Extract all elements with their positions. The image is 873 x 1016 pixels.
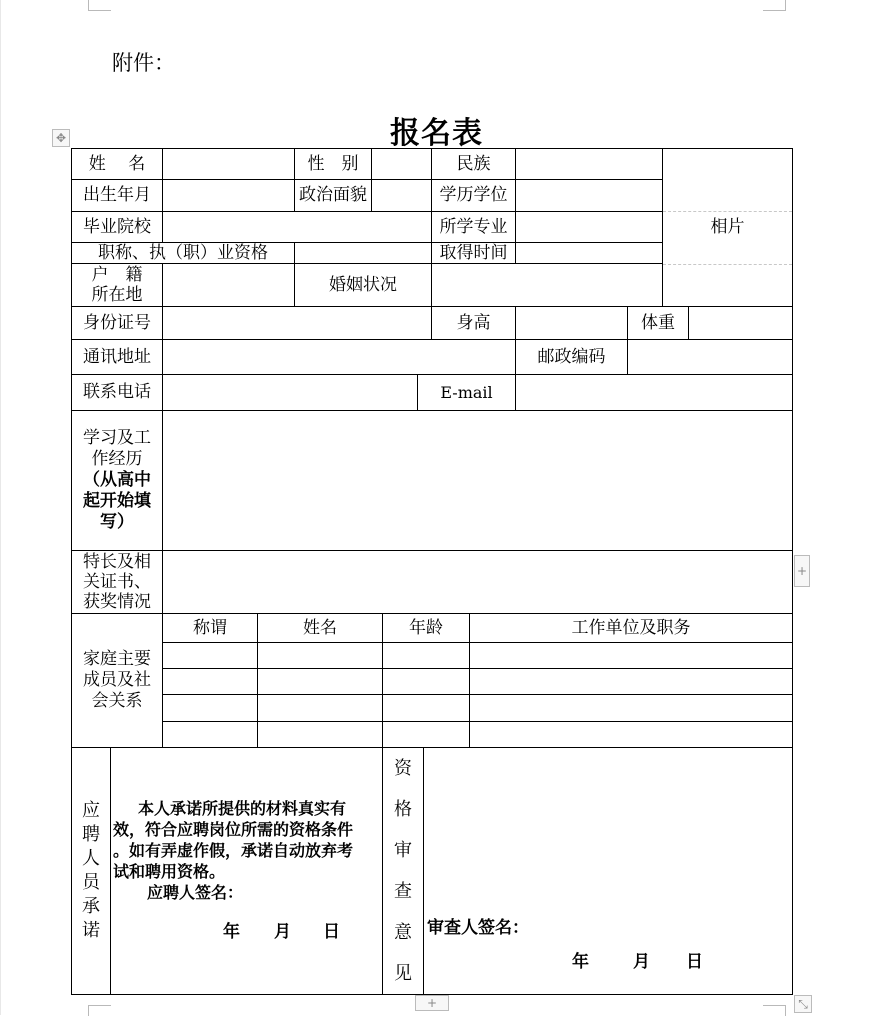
specialty-field[interactable]	[162, 550, 793, 614]
experience-note-line3: 写）	[100, 512, 134, 532]
family-cell[interactable]	[257, 668, 383, 695]
table-move-icon[interactable]: ✥	[52, 129, 70, 147]
major-label: 所学专业	[431, 211, 516, 243]
postcode-field[interactable]	[627, 339, 793, 375]
applicant-date-month: 月	[274, 922, 291, 942]
weight-label: 体重	[627, 306, 689, 340]
family-cell[interactable]	[162, 694, 258, 722]
email-field[interactable]	[515, 374, 793, 411]
postcode-label: 邮政编码	[515, 339, 628, 375]
phone-label: 联系电话	[71, 374, 163, 411]
page-corner-bottom-left	[88, 1005, 111, 1016]
id-field[interactable]	[162, 306, 432, 340]
family-cell[interactable]	[162, 721, 258, 748]
school-field[interactable]	[162, 211, 432, 243]
review-date	[572, 952, 703, 973]
add-column-icon[interactable]: +	[794, 555, 810, 587]
family-header-name: 姓名	[257, 613, 383, 643]
page-corner-top-right	[763, 0, 786, 11]
hukou-label	[71, 263, 163, 307]
family-header-employer: 工作单位及职务	[469, 613, 793, 643]
applicant-date	[223, 922, 340, 943]
hukou-label-line1: 户 籍	[91, 265, 143, 285]
photo-box[interactable]	[662, 148, 793, 307]
degree-field[interactable]	[515, 179, 663, 212]
birth-label: 出生年月	[71, 179, 163, 212]
family-cell[interactable]	[469, 668, 793, 695]
weight-field[interactable]	[688, 306, 793, 340]
page-corner-top-left	[88, 0, 111, 11]
political-label: 政治面貌	[294, 179, 372, 212]
birth-field[interactable]	[162, 179, 295, 212]
qualification-label: 职称、执（职）业资格	[71, 242, 295, 264]
review-char: 查	[394, 881, 412, 902]
family-label-line1: 家庭主要	[83, 649, 151, 669]
gender-field[interactable]	[371, 148, 432, 180]
family-cell[interactable]	[382, 642, 470, 669]
review-char: 意	[394, 922, 412, 943]
experience-note-line1: （从高中	[83, 470, 151, 490]
family-label-line2: 成员及社	[83, 670, 151, 690]
gender-label: 性 别	[294, 148, 372, 180]
commit-char: 承	[82, 896, 100, 917]
photo-label: 相片	[710, 217, 745, 237]
marital-field[interactable]	[431, 263, 663, 307]
family-cell[interactable]	[162, 642, 258, 669]
experience-label-line1: 学习及工	[83, 428, 151, 448]
review-char: 资	[394, 758, 412, 779]
photo-guide-bottom	[663, 264, 792, 265]
applicant-signature-label: 应聘人签名：	[147, 883, 244, 902]
commitment-statement-box[interactable]	[110, 747, 383, 995]
obtained-time-label: 取得时间	[431, 242, 516, 264]
review-date-year: 年	[572, 952, 589, 972]
qualification-field[interactable]	[294, 242, 432, 264]
marital-label: 婚姻状况	[294, 263, 432, 307]
review-char: 审	[394, 840, 412, 861]
commit-char: 应	[82, 800, 100, 821]
table-resize-icon[interactable]: ⤡	[794, 995, 812, 1013]
form-title: 报名表	[390, 116, 483, 151]
address-field[interactable]	[162, 339, 516, 375]
commitment-statement	[111, 798, 383, 903]
phone-field[interactable]	[162, 374, 418, 411]
height-label: 身高	[431, 306, 516, 340]
family-cell[interactable]	[257, 642, 383, 669]
specialty-label	[71, 550, 163, 614]
email-label: E-mail	[417, 374, 516, 411]
name-field[interactable]	[162, 148, 295, 180]
family-header-relation: 称谓	[162, 613, 258, 643]
attachment-label: 附件：	[112, 51, 175, 75]
major-field[interactable]	[515, 211, 663, 243]
degree-label: 学历学位	[431, 179, 516, 212]
commit-char: 聘	[82, 824, 100, 845]
ethnicity-field[interactable]	[515, 148, 663, 180]
political-field[interactable]	[371, 179, 432, 212]
obtained-time-field[interactable]	[515, 242, 663, 264]
review-char: 格	[394, 799, 412, 820]
experience-label-line2: 作经历	[91, 449, 143, 469]
commit-char: 诺	[82, 920, 100, 941]
review-date-month: 月	[633, 952, 650, 972]
hukou-label-line2: 所在地	[91, 285, 143, 305]
reviewer-signature-label: 审查人签名：	[427, 918, 529, 938]
id-label: 身份证号	[71, 306, 163, 340]
commit-line-1: 本人承诺所提供的材料真实有	[138, 799, 347, 818]
specialty-label-line2: 关证书、	[83, 572, 151, 592]
applicant-commitment-label	[71, 747, 111, 995]
name-label: 姓 名	[71, 148, 163, 180]
family-label	[71, 613, 163, 748]
family-cell[interactable]	[382, 694, 470, 722]
school-label: 毕业院校	[71, 211, 163, 243]
review-opinion-label	[382, 747, 424, 995]
review-opinion-box[interactable]	[423, 747, 793, 995]
family-cell[interactable]	[257, 694, 383, 722]
family-cell[interactable]	[469, 642, 793, 669]
page-edge	[0, 0, 1, 1015]
family-label-line3: 会关系	[91, 691, 143, 711]
experience-label	[71, 410, 163, 551]
address-label: 通讯地址	[71, 339, 163, 375]
add-row-icon[interactable]: +	[415, 995, 449, 1011]
family-cell[interactable]	[257, 721, 383, 748]
page-corner-bottom-right	[763, 1005, 786, 1016]
commit-line-4: 试和聘用资格。	[113, 862, 226, 881]
family-cell[interactable]	[162, 668, 258, 695]
family-header-age: 年龄	[382, 613, 470, 643]
photo-guide-top	[663, 211, 792, 212]
specialty-label-line3: 获奖情况	[83, 592, 151, 612]
family-cell[interactable]	[382, 721, 470, 748]
applicant-date-day: 日	[323, 922, 340, 942]
family-cell[interactable]	[382, 668, 470, 695]
commit-line-3: 。如有弄虚作假，承诺自动放弃考	[113, 841, 354, 860]
commit-char: 人	[82, 848, 100, 869]
applicant-date-year: 年	[223, 922, 240, 942]
review-char: 见	[394, 963, 412, 984]
review-date-day: 日	[686, 952, 703, 972]
hukou-field[interactable]	[162, 263, 295, 307]
commit-line-2: 效，符合应聘岗位所需的资格条件	[113, 820, 354, 839]
experience-note-line2: 起开始填	[83, 491, 151, 511]
height-field[interactable]	[515, 306, 628, 340]
specialty-label-line1: 特长及相	[83, 552, 151, 572]
family-cell[interactable]	[469, 694, 793, 722]
experience-field[interactable]	[162, 410, 793, 551]
family-cell[interactable]	[469, 721, 793, 748]
ethnicity-label: 民族	[431, 148, 516, 180]
commit-char: 员	[82, 872, 100, 893]
